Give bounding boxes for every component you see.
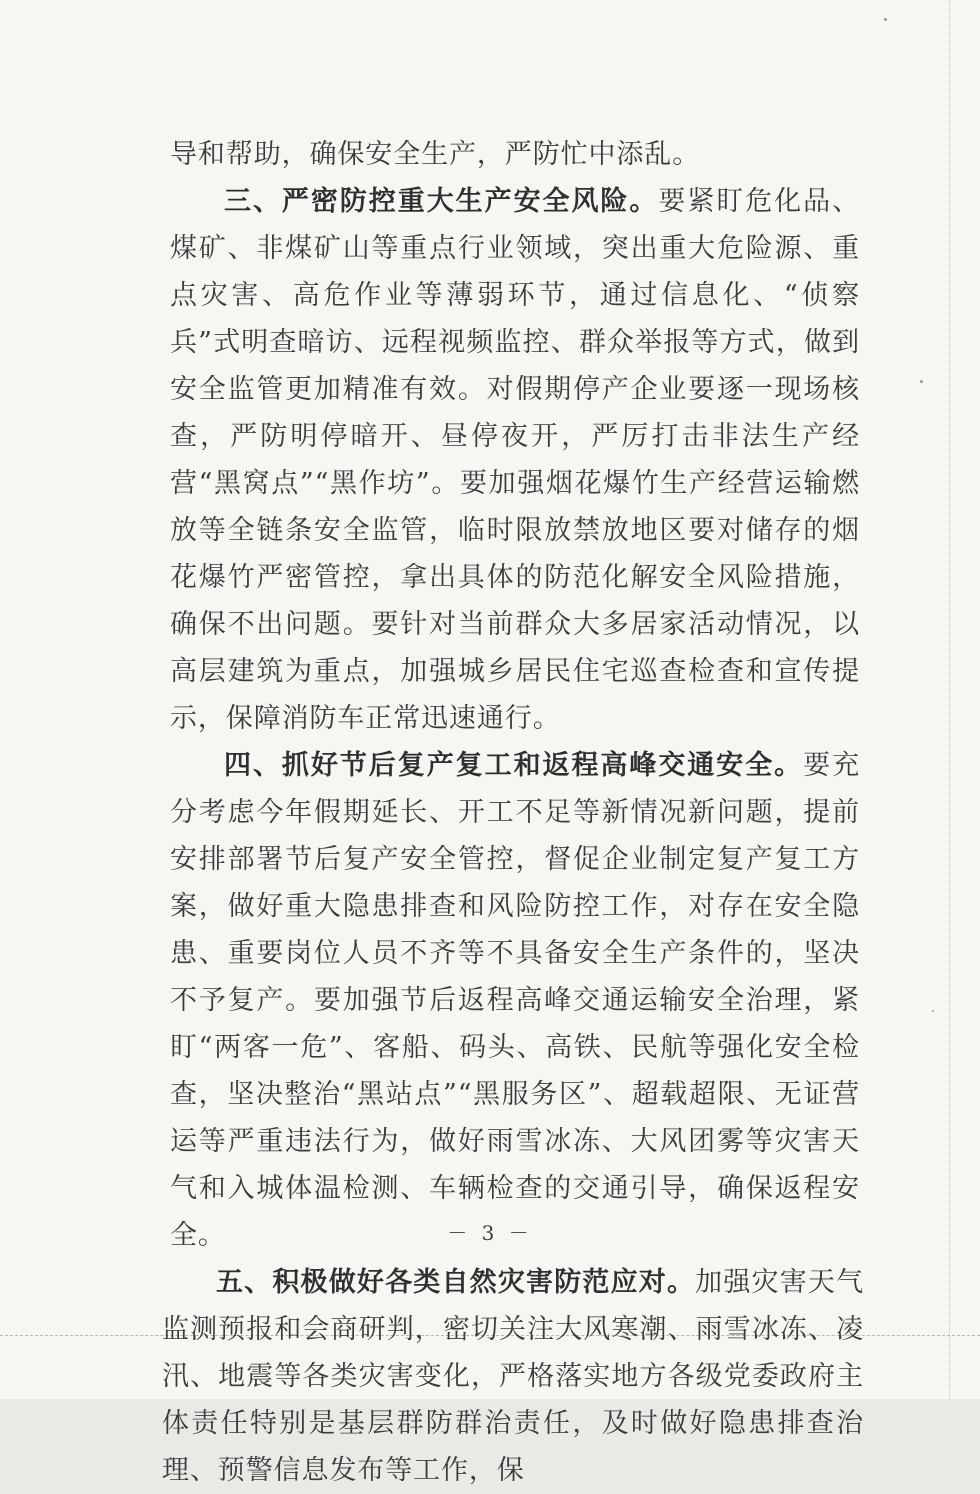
- paragraph-2-heading: 三、严密防控重大生产安全风险。: [224, 186, 659, 217]
- scan-speck: [920, 380, 923, 383]
- paragraph-3: [170, 742, 860, 1259]
- paragraph-3-text: 要充分考虑今年假期延长、开工不足等新情况新问题，提前安排部署节后复产安全管控，督促企业制定复产复工方案，做好重大隐患排查和风险防控工作，对存在安全隐患、重要岗位人员不齐等不具备安全生产条件的，坚决不予复产。要加强节后返程高峰交通运输安全治理，紧盯“两客一危”、客船、码头、高铁、民航等强化安全检查，坚决整治“黑站点”“黑服务区”、超载超限、无证营运等严重违法行为，做好雨雪冰冻、大风团雾等灾害天气和入城体温检测、车辆检查的交通引导，确保返程安全。: [170, 750, 860, 1251]
- paragraph-3-heading: 四、抓好节后复产复工和返程高峰交通安全。: [224, 750, 804, 781]
- page-number: － 3 －: [447, 1221, 533, 1245]
- scan-speck: [884, 18, 887, 21]
- paragraph-4-text: 加强灾害天气监测预报和会商研判，密切关注大风寒潮、雨雪冰冻、凌汛、地震等各类灾害变化，严格落实地方各级党委政府主体责任特别是基层群防群治责任，及时做好隐患排查治理、预警信息发布等工作，保: [162, 1267, 864, 1486]
- scan-speck: [932, 1010, 934, 1012]
- paragraph-4-heading: 五、积极做好各类自然灾害防范应对。: [216, 1267, 696, 1298]
- paragraph-4: [162, 1259, 864, 1494]
- paragraph-1-text: 导和帮助，确保安全生产，严防忙中添乱。: [170, 139, 701, 170]
- paragraph-1: [170, 131, 860, 178]
- document-body: [162, 131, 864, 1494]
- paragraph-2: [170, 178, 860, 742]
- scan-edge-right: [949, 0, 951, 1399]
- paragraph-2-text: 要紧盯危化品、煤矿、非煤矿山等重点行业领域，突出重大危险源、重点灾害、高危作业等薄弱环节，通过信息化、“侦察兵”式明查暗访、远程视频监控、群众举报等方式，做到安全监管更加精准有效。对假期停产企业要逐一现场核查，严防明停暗开、昼停夜开，严厉打击非法生产经营“黑窝点”“黑作坊”。要加强烟花爆竹生产经营运输燃放等全链条安全监管，临时限放禁放地区要对储存的烟花爆竹严密管控，拿出具体的防范化解安全风险措施，确保不出问题。要针对当前群众大多居家活动情况，以高层建筑为重点，加强城乡居民住宅巡查检查和宣传提示，保障消防车正常迅速通行。: [170, 186, 860, 734]
